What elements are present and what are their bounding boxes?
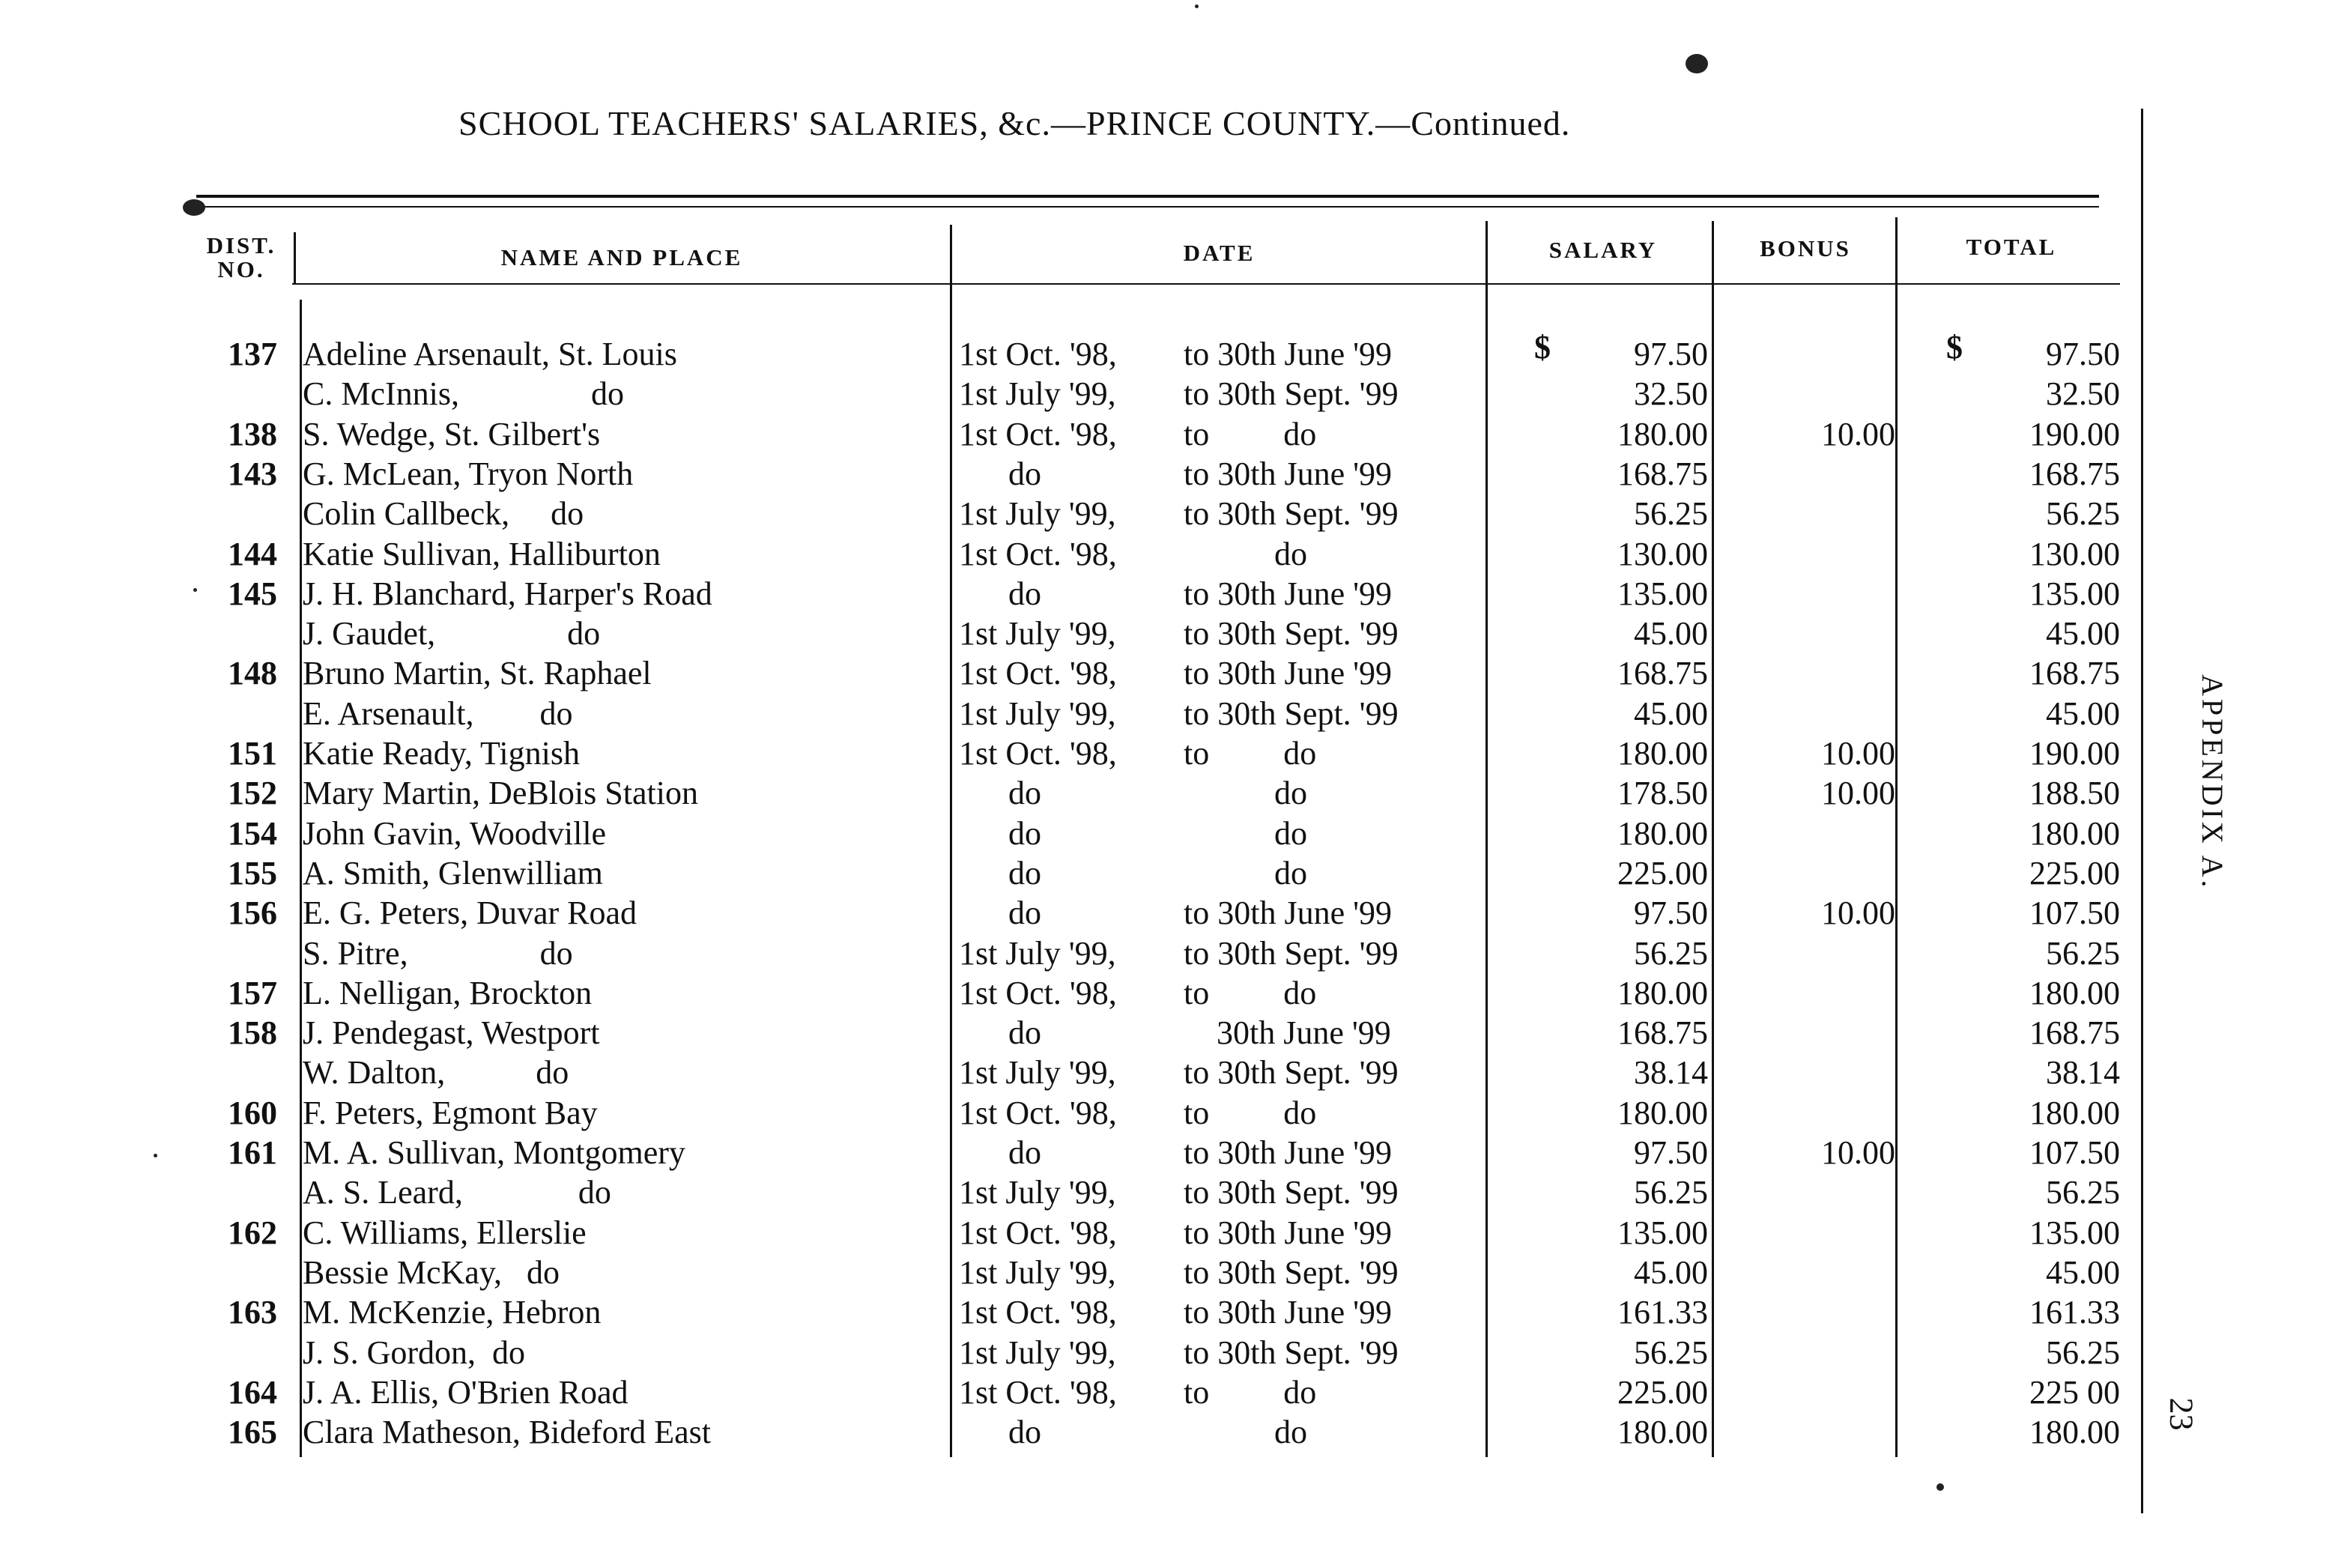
cell-name: J. A. Ellis, O'Brien Road: [303, 1374, 629, 1411]
cell-date-from: 1st Oct. '98,: [959, 1214, 1117, 1251]
cell-salary: 135.00: [1617, 1214, 1708, 1251]
cell-salary: 97.50: [1634, 895, 1708, 931]
cell-name: J. Gaudet, do: [303, 615, 601, 652]
cell-total: 225.00: [2029, 855, 2120, 892]
cell-date-from: 1st July '99,: [959, 495, 1116, 532]
cell-salary: 225.00: [1617, 855, 1708, 892]
cell-total: 56.25: [2046, 495, 2120, 532]
cell-date-to: to 30th Sept. '99: [1184, 495, 1399, 532]
header-bonus: BONUS: [1760, 235, 1851, 261]
cell-total: 130.00: [2029, 536, 2120, 572]
header-dist-no: [196, 234, 286, 282]
cell-name: J. Pendegast, Westport: [303, 1014, 600, 1051]
cell-date-to: to 30th June '99: [1184, 575, 1393, 612]
cell-salary: 56.25: [1634, 1174, 1708, 1211]
cell-salary: 168.75: [1617, 1014, 1708, 1051]
cell-date-from: 1st July '99,: [959, 615, 1116, 652]
cell-name: Bessie McKay, do: [303, 1254, 560, 1291]
cell-date-from: 1st Oct. '98,: [959, 536, 1117, 572]
cell-salary: 178.50: [1617, 775, 1708, 811]
cell-date-from: 1st July '99,: [959, 1054, 1116, 1091]
cell-total: 56.25: [2046, 935, 2120, 972]
cell-dist: 148: [228, 655, 277, 691]
cell-total: 168.75: [2029, 655, 2120, 691]
cell-dist: 160: [228, 1095, 277, 1131]
cell-total: 180.00: [2029, 815, 2120, 852]
cell-name: L. Nelligan, Brockton: [303, 975, 593, 1011]
cell-total: 188.50: [2029, 775, 2120, 811]
cell-total: 135.00: [2029, 575, 2120, 612]
header-dist-line2: NO.: [217, 256, 265, 282]
cell-salary: 180.00: [1617, 735, 1708, 772]
cell-total: 45.00: [2046, 1254, 2120, 1291]
cell-name: W. Dalton, do: [303, 1054, 569, 1091]
ink-blot: [183, 199, 205, 216]
cell-salary: 97.50: [1634, 1134, 1708, 1171]
cell-date-to: to 30th June '99: [1184, 1134, 1393, 1171]
cell-date-from: 1st Oct. '98,: [959, 655, 1117, 691]
cell-name: John Gavin, Woodville: [303, 815, 607, 852]
cell-dist: 162: [228, 1214, 277, 1251]
cell-total: 38.14: [2046, 1054, 2120, 1091]
cell-date-to: to 30th Sept. '99: [1184, 375, 1399, 412]
cell-salary: 45.00: [1634, 615, 1708, 652]
cell-total: 97.50: [2046, 336, 2120, 372]
cell-name: A. S. Leard, do: [303, 1174, 611, 1211]
cell-total: 56.25: [2046, 1334, 2120, 1371]
cell-bonus: 10.00: [1821, 1134, 1895, 1171]
cell-total: 190.00: [2029, 416, 2120, 452]
cell-date-from: do: [959, 1414, 1041, 1450]
top-rule-thin: [196, 206, 2099, 208]
cell-name: A. Smith, Glenwilliam: [303, 855, 603, 892]
cell-total: 190.00: [2029, 735, 2120, 772]
cell-salary: 38.14: [1634, 1054, 1708, 1091]
cell-salary: 45.00: [1634, 695, 1708, 732]
top-rule-thick: [196, 195, 2099, 198]
header-name-and-place: NAME AND PLACE: [500, 244, 743, 270]
cell-dist: 152: [228, 775, 277, 811]
cell-name: E. Arsenault, do: [303, 695, 573, 732]
cell-salary: 225.00: [1617, 1374, 1708, 1411]
cell-date-to: to do: [1184, 735, 1317, 772]
cell-total: 180.00: [2029, 975, 2120, 1011]
cell-date-from: do: [959, 575, 1041, 612]
cell-date-to: do: [1184, 855, 1307, 892]
cell-name: C. McInnis, do: [303, 375, 624, 412]
cell-salary: 56.25: [1634, 935, 1708, 972]
cell-date-to: to 30th Sept. '99: [1184, 695, 1399, 732]
column-separator-dist: [294, 232, 296, 285]
cell-name: J. S. Gordon, do: [303, 1334, 526, 1371]
cell-name: Katie Ready, Tignish: [303, 735, 580, 772]
cell-date-to: to 30th June '99: [1184, 455, 1393, 492]
cell-dist: 144: [228, 536, 277, 572]
header-date: DATE: [1183, 240, 1256, 266]
cell-date-to: to 30th June '99: [1184, 655, 1393, 691]
cell-date-from: do: [959, 1134, 1041, 1171]
cell-date-from: 1st July '99,: [959, 1334, 1116, 1371]
cell-date-from: 1st Oct. '98,: [959, 1095, 1117, 1131]
cell-date-from: do: [959, 775, 1041, 811]
cell-total: 168.75: [2029, 455, 2120, 492]
cell-date-to: to 30th June '99: [1184, 1294, 1393, 1331]
cell-date-from: 1st July '99,: [959, 935, 1116, 972]
cell-name: S. Wedge, St. Gilbert's: [303, 416, 601, 452]
cell-name: Mary Martin, DeBlois Station: [303, 775, 698, 811]
page-number: 23: [2163, 1397, 2200, 1431]
cell-date-from: do: [959, 1014, 1041, 1051]
cell-date-from: 1st Oct. '98,: [959, 975, 1117, 1011]
scan-speck: [193, 588, 197, 592]
cell-date-from: do: [959, 855, 1041, 892]
cell-name: G. McLean, Tryon North: [303, 455, 634, 492]
cell-date-from: 1st Oct. '98,: [959, 735, 1117, 772]
cell-salary: 135.00: [1617, 575, 1708, 612]
cell-total: 107.50: [2029, 895, 2120, 931]
page-title: SCHOOL TEACHERS' SALARIES, &c.—PRINCE COUNTY.—Continued.: [458, 104, 1571, 142]
cell-dist: 164: [228, 1374, 277, 1411]
cell-salary: 56.25: [1634, 1334, 1708, 1371]
cell-total: 161.33: [2029, 1294, 2120, 1331]
cell-salary: 130.00: [1617, 536, 1708, 572]
cell-dist: 157: [228, 975, 277, 1011]
cell-total: 135.00: [2029, 1214, 2120, 1251]
cell-date-to: to 30th Sept. '99: [1184, 1254, 1399, 1291]
cell-date-from: 1st Oct. '98,: [959, 1374, 1117, 1411]
cell-date-to: do: [1184, 536, 1307, 572]
cell-total: 45.00: [2046, 615, 2120, 652]
cell-name: M. A. Sullivan, Montgomery: [303, 1134, 685, 1171]
column-separator-bonus: [1712, 221, 1714, 1457]
cell-dist: 138: [228, 416, 277, 452]
cell-dist: 155: [228, 855, 277, 892]
salary-currency-symbol: $: [1534, 329, 1551, 366]
header-total: TOTAL: [1966, 234, 2057, 260]
cell-dist: 163: [228, 1294, 277, 1331]
cell-date-from: 1st Oct. '98,: [959, 1294, 1117, 1331]
cell-salary: 97.50: [1634, 336, 1708, 372]
cell-name: M. McKenzie, Hebron: [303, 1294, 602, 1331]
column-separator-total: [1895, 217, 1898, 1457]
header-dist-line1: DIST.: [206, 232, 276, 258]
cell-dist: 145: [228, 575, 277, 612]
cell-bonus: 10.00: [1821, 775, 1895, 811]
cell-name: E. G. Peters, Duvar Road: [303, 895, 637, 931]
cell-total: 56.25: [2046, 1174, 2120, 1211]
cell-date-to: to 30th Sept. '99: [1184, 615, 1399, 652]
cell-salary: 56.25: [1634, 495, 1708, 532]
column-separator-date: [950, 225, 952, 1457]
cell-dist: 143: [228, 455, 277, 492]
cell-date-to: to 30th June '99: [1184, 895, 1393, 931]
cell-date-from: 1st July '99,: [959, 1254, 1116, 1291]
total-currency-symbol: $: [1946, 329, 1963, 366]
scan-speck: [1686, 54, 1708, 73]
cell-dist: 165: [228, 1414, 277, 1450]
cell-date-from: do: [959, 815, 1041, 852]
right-margin-line: [2141, 109, 2143, 1513]
cell-date-from: 1st July '99,: [959, 1174, 1116, 1211]
cell-total: 45.00: [2046, 695, 2120, 732]
cell-total: 180.00: [2029, 1414, 2120, 1450]
cell-date-to: to 30th June '99: [1184, 336, 1393, 372]
cell-date-to: to do: [1184, 416, 1317, 452]
cell-name: F. Peters, Egmont Bay: [303, 1095, 598, 1131]
cell-total: 225 00: [2029, 1374, 2120, 1411]
column-separator-name: [300, 300, 302, 1457]
cell-total: 168.75: [2029, 1014, 2120, 1051]
cell-total: 180.00: [2029, 1095, 2120, 1131]
cell-bonus: 10.00: [1821, 895, 1895, 931]
cell-date-to: to 30th Sept. '99: [1184, 1334, 1399, 1371]
cell-date-to: to 30th Sept. '99: [1184, 1174, 1399, 1211]
cell-date-from: do: [959, 455, 1041, 492]
cell-salary: 32.50: [1634, 375, 1708, 412]
scan-speck: [1195, 4, 1199, 8]
cell-dist: 151: [228, 735, 277, 772]
cell-date-to: to 30th June '99: [1184, 1214, 1393, 1251]
cell-date-to: do: [1184, 815, 1307, 852]
cell-name: Katie Sullivan, Halliburton: [303, 536, 661, 572]
cell-date-to: to do: [1184, 1095, 1317, 1131]
cell-date-to: to 30th Sept. '99: [1184, 935, 1399, 972]
cell-name: Colin Callbeck, do: [303, 495, 584, 532]
cell-dist: 137: [228, 336, 277, 372]
column-separator-salary: [1486, 221, 1488, 1457]
cell-date-from: 1st Oct. '98,: [959, 416, 1117, 452]
cell-salary: 180.00: [1617, 1095, 1708, 1131]
cell-dist: 158: [228, 1014, 277, 1051]
cell-date-from: 1st July '99,: [959, 695, 1116, 732]
cell-salary: 45.00: [1634, 1254, 1708, 1291]
cell-date-from: do: [959, 895, 1041, 931]
cell-total: 32.50: [2046, 375, 2120, 412]
cell-name: J. H. Blanchard, Harper's Road: [303, 575, 712, 612]
scan-speck: [1936, 1483, 1944, 1491]
cell-salary: 180.00: [1617, 975, 1708, 1011]
cell-salary: 168.75: [1617, 655, 1708, 691]
cell-date-to: do: [1184, 1414, 1307, 1450]
cell-date-to: do: [1184, 775, 1307, 811]
cell-name: Clara Matheson, Bideford East: [303, 1414, 711, 1450]
cell-total: 107.50: [2029, 1134, 2120, 1171]
appendix-label: APPENDIX A.: [2196, 674, 2229, 891]
cell-salary: 180.00: [1617, 1414, 1708, 1450]
cell-date-to: to 30th Sept. '99: [1184, 1054, 1399, 1091]
cell-name: Adeline Arsenault, St. Louis: [303, 336, 677, 372]
cell-date-to: to do: [1184, 975, 1317, 1011]
cell-salary: 168.75: [1617, 455, 1708, 492]
cell-bonus: 10.00: [1821, 416, 1895, 452]
cell-salary: 180.00: [1617, 416, 1708, 452]
scan-speck: [154, 1154, 157, 1157]
cell-name: C. Williams, Ellerslie: [303, 1214, 587, 1251]
cell-date-to: to do: [1184, 1374, 1317, 1411]
cell-dist: 154: [228, 815, 277, 852]
cell-date-to: 30th June '99: [1184, 1014, 1391, 1051]
cell-dist: 161: [228, 1134, 277, 1171]
cell-salary: 180.00: [1617, 815, 1708, 852]
cell-date-from: 1st Oct. '98,: [959, 336, 1117, 372]
cell-salary: 161.33: [1617, 1294, 1708, 1331]
cell-dist: 156: [228, 895, 277, 931]
header-salary: SALARY: [1548, 237, 1658, 263]
cell-name: Bruno Martin, St. Raphael: [303, 655, 652, 691]
cell-bonus: 10.00: [1821, 735, 1895, 772]
cell-date-from: 1st July '99,: [959, 375, 1116, 412]
cell-name: S. Pitre, do: [303, 935, 573, 972]
header-rule: [292, 283, 2120, 285]
